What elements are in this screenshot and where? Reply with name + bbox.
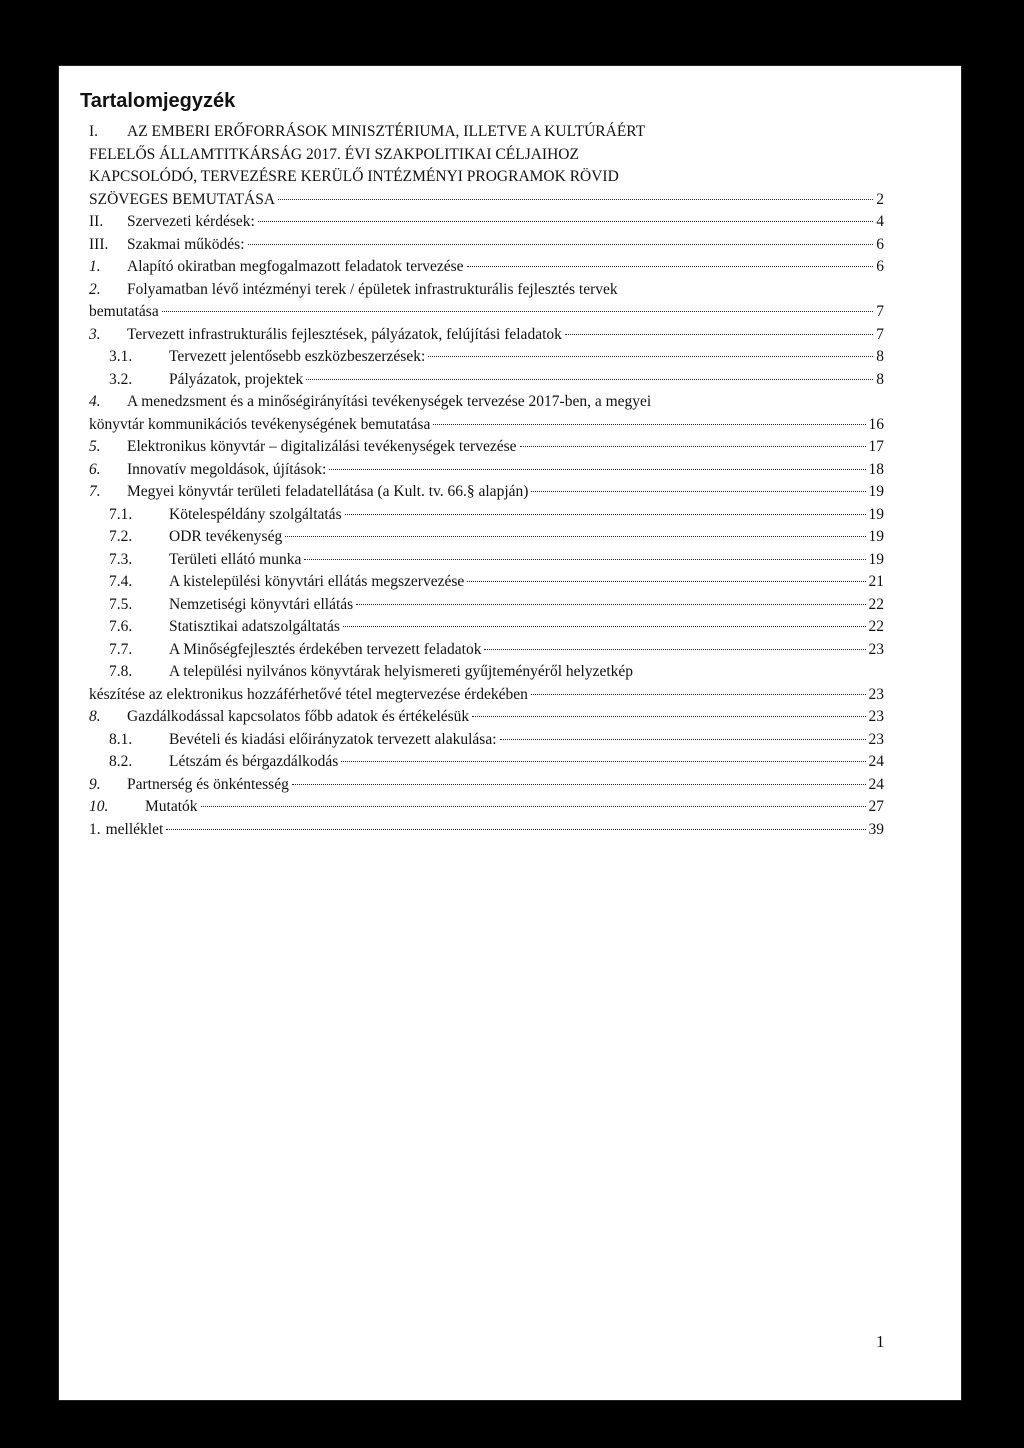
toc-entry-label: Pályázatok, projektek xyxy=(169,370,304,388)
toc-entry-number: 3. xyxy=(89,325,101,343)
toc-entry-3-2[interactable] xyxy=(89,369,884,392)
dot-leader xyxy=(248,244,874,245)
toc-entry-page: 16 xyxy=(868,415,884,433)
dot-leader xyxy=(531,491,865,492)
toc-entry-number: III. xyxy=(89,235,109,253)
toc-entry-label: Szervezeti kérdések: xyxy=(127,213,255,230)
toc-entry-page: 17 xyxy=(868,438,884,455)
dot-leader xyxy=(329,469,865,470)
toc-entry-number: 1. xyxy=(89,820,101,838)
toc-entry-1[interactable] xyxy=(89,256,884,279)
dot-leader xyxy=(467,266,874,267)
dot-leader xyxy=(341,761,865,762)
dot-leader xyxy=(520,446,866,447)
toc-entry-label: Partnerség és önkéntesség xyxy=(127,775,289,793)
dot-leader xyxy=(428,356,873,357)
toc-entry-page: 8 xyxy=(876,348,884,365)
toc-entry-number: 7.5. xyxy=(109,595,133,613)
toc-entry-number: 5. xyxy=(89,438,101,455)
toc-entry-page: 22 xyxy=(868,618,884,635)
toc-entry-number: 8. xyxy=(89,708,101,725)
toc-entry-II[interactable] xyxy=(89,211,884,234)
toc-entry-2[interactable] xyxy=(89,279,884,324)
toc-entry-label: A Minőségfejlesztés érdekében tervezett feladatok xyxy=(169,640,482,658)
toc-entry-label-last-line: készítése az elektronikus hozzáférhetővé tétel megtervezése érdekében xyxy=(89,685,528,703)
toc-entry-label: ODR tevékenység xyxy=(169,528,283,545)
toc-entry-page: 7 xyxy=(876,325,884,343)
toc-entry-number: 7.2. xyxy=(109,528,133,545)
toc-entry-page: 4 xyxy=(876,213,884,230)
toc-entry-page: 23 xyxy=(868,708,884,725)
table-of-contents xyxy=(89,121,884,841)
toc-entry-7-5[interactable] xyxy=(89,594,884,617)
toc-entry-label: Nemzetiségi könyvtári ellátás xyxy=(169,595,354,613)
toc-entry-label: melléklet xyxy=(105,820,164,838)
toc-entry-number: 7.7. xyxy=(109,640,133,658)
toc-entry-number: 7.1. xyxy=(109,505,133,523)
toc-entry-label: Területi ellátó munka xyxy=(169,550,302,568)
toc-entry-8[interactable] xyxy=(89,706,884,729)
toc-entry-4[interactable] xyxy=(89,391,884,436)
toc-entry-page: 23 xyxy=(868,685,884,703)
toc-entry-number: 2. xyxy=(89,280,101,298)
toc-entry-page: 22 xyxy=(868,595,884,613)
dot-leader xyxy=(531,694,866,695)
dot-leader xyxy=(285,536,865,537)
toc-entry-7-6[interactable] xyxy=(89,616,884,639)
toc-entry-number: 7. xyxy=(89,483,101,500)
toc-entry-number: 7.8. xyxy=(109,663,133,680)
toc-entry-number: 6. xyxy=(89,460,101,478)
toc-entry-7[interactable] xyxy=(89,481,884,504)
toc-entry-page: 23 xyxy=(868,640,884,658)
toc-entry-page: 24 xyxy=(868,753,884,770)
toc-entry-I[interactable] xyxy=(89,121,884,211)
toc-entry-page: 6 xyxy=(876,235,884,253)
toc-entry-page: 19 xyxy=(868,528,884,545)
toc-entry-page: 6 xyxy=(876,258,884,275)
toc-entry-label-line-1: AZ EMBERI ERŐFORRÁSOK MINISZTÉRIUMA, ILLETVE A KULTÚRÁÉRT xyxy=(127,123,646,140)
dot-leader xyxy=(345,514,866,515)
dot-leader xyxy=(258,221,873,222)
toc-entry-label: Létszám és bérgazdálkodás xyxy=(169,753,339,770)
toc-entry-7-3[interactable] xyxy=(89,549,884,572)
toc-entry-page: 8 xyxy=(876,370,884,388)
toc-entry-label: Alapító okiratban megfogalmazott feladatok tervezése xyxy=(127,258,464,275)
toc-entry-label: Elektronikus könyvtár – digitalizálási tevékenységek tervezése xyxy=(127,438,517,455)
dot-leader xyxy=(565,334,873,335)
toc-entry-label-line-1: A menedzsment és a minőségirányítási tevékenységek tervezése 2017-ben, a megyei xyxy=(127,393,652,410)
toc-entry-8-2[interactable] xyxy=(89,751,884,774)
toc-entry-label: Tervezett jelentősebb eszközbeszerzések: xyxy=(169,348,426,365)
toc-entry-label-line-3: KAPCSOLÓDÓ, TERVEZÉSRE KERÜLŐ INTÉZMÉNYI PROGRAMOK RÖVID xyxy=(89,168,619,185)
toc-entry-7-8[interactable] xyxy=(89,661,884,706)
dot-leader xyxy=(304,559,865,560)
dot-leader xyxy=(343,626,866,627)
toc-entry-page: 2 xyxy=(876,190,884,208)
toc-entry-number: 8.1. xyxy=(109,730,133,748)
toc-entry-number: 4. xyxy=(89,393,101,410)
toc-entry-label-line-1: A települési nyilvános könyvtárak helyismereti gyűjteményéről helyzetkép xyxy=(169,663,634,680)
toc-entry-label: Mutatók xyxy=(145,798,198,815)
toc-entry-number: 8.2. xyxy=(109,753,133,770)
toc-entry-number: 7.4. xyxy=(109,573,133,590)
toc-entry-8-1[interactable] xyxy=(89,729,884,752)
toc-entry-appendix-1[interactable] xyxy=(89,819,884,842)
toc-entry-page: 21 xyxy=(868,573,884,590)
toc-entry-page: 24 xyxy=(868,775,884,793)
toc-entry-number: 10. xyxy=(89,798,109,815)
toc-entry-7-2[interactable] xyxy=(89,526,884,549)
toc-entry-label: Szakmai működés: xyxy=(127,235,245,253)
toc-entry-5[interactable] xyxy=(89,436,884,459)
toc-entry-page: 19 xyxy=(868,550,884,568)
dot-leader xyxy=(201,806,866,807)
dot-leader xyxy=(278,199,873,200)
toc-entry-page: 18 xyxy=(868,460,884,478)
toc-entry-number: 3.2. xyxy=(109,370,133,388)
dot-leader xyxy=(166,829,865,830)
toc-entry-label: Megyei könyvtár területi feladatellátása (a Kult. tv. 66.§ alapján) xyxy=(127,483,529,500)
dot-leader xyxy=(433,424,865,425)
toc-entry-label-last-line: SZÖVEGES BEMUTATÁSA xyxy=(89,190,276,208)
dot-leader xyxy=(484,649,865,650)
toc-entry-page: 19 xyxy=(868,505,884,523)
toc-entry-3[interactable] xyxy=(89,324,884,347)
toc-entry-label: Gazdálkodással kapcsolatos főbb adatok és értékelésük xyxy=(127,708,470,725)
toc-entry-10[interactable] xyxy=(89,796,884,819)
toc-entry-III[interactable] xyxy=(89,234,884,257)
toc-entry-page: 23 xyxy=(868,730,884,748)
dot-leader xyxy=(467,581,865,582)
dot-leader xyxy=(306,379,873,380)
toc-entry-number: 9. xyxy=(89,775,101,793)
toc-entry-label-last-line: bemutatása xyxy=(89,303,159,320)
dot-leader xyxy=(472,716,865,717)
dot-leader xyxy=(356,604,865,605)
dot-leader xyxy=(500,739,866,740)
toc-entry-label-line-2: FELELŐS ÁLLAMTITKÁRSÁG 2017. ÉVI SZAKPOLITIKAI CÉLJAIHOZ xyxy=(89,145,579,163)
toc-entry-number: 1. xyxy=(89,258,101,275)
toc-entry-number: 3.1. xyxy=(109,348,133,365)
toc-entry-page: 7 xyxy=(876,303,884,320)
dot-leader xyxy=(162,311,874,312)
toc-entry-3-1[interactable] xyxy=(89,346,884,369)
toc-entry-7-7[interactable] xyxy=(89,639,884,662)
toc-entry-page: 39 xyxy=(868,820,884,838)
toc-entry-page: 19 xyxy=(868,483,884,500)
toc-entry-7-4[interactable] xyxy=(89,571,884,594)
toc-entry-number: 7.6. xyxy=(109,618,133,635)
toc-entry-label: Bevételi és kiadási előirányzatok tervezett alakulása: xyxy=(169,730,497,748)
toc-entry-label-line-1: Folyamatban lévő intézményi terek / épületek infrastrukturális fejlesztés tervek xyxy=(127,280,618,298)
toc-entry-label: Kötelespéldány szolgáltatás xyxy=(169,505,342,523)
toc-entry-number: I. xyxy=(89,123,99,140)
page-number: 1 xyxy=(876,1332,885,1351)
toc-entry-number: II. xyxy=(89,213,104,230)
dot-leader xyxy=(292,784,866,785)
toc-title: Tartalomjegyzék xyxy=(80,90,236,112)
toc-entry-label: A kistelepülési könyvtári ellátás megszervezése xyxy=(169,573,465,590)
toc-entry-label-last-line: könyvtár kommunikációs tevékenységének bemutatása xyxy=(89,415,431,433)
toc-entry-7-1[interactable] xyxy=(89,504,884,527)
toc-entry-label: Statisztikai adatszolgáltatás xyxy=(169,618,340,635)
toc-entry-label: Innovatív megoldások, újítások: xyxy=(127,460,327,478)
toc-entry-page: 27 xyxy=(868,798,884,815)
toc-entry-label: Tervezett infrastrukturális fejlesztések, pályázatok, felújítási feladatok xyxy=(127,325,562,343)
toc-entry-6[interactable] xyxy=(89,459,884,482)
toc-entry-number: 7.3. xyxy=(109,550,133,568)
toc-entry-9[interactable] xyxy=(89,774,884,797)
